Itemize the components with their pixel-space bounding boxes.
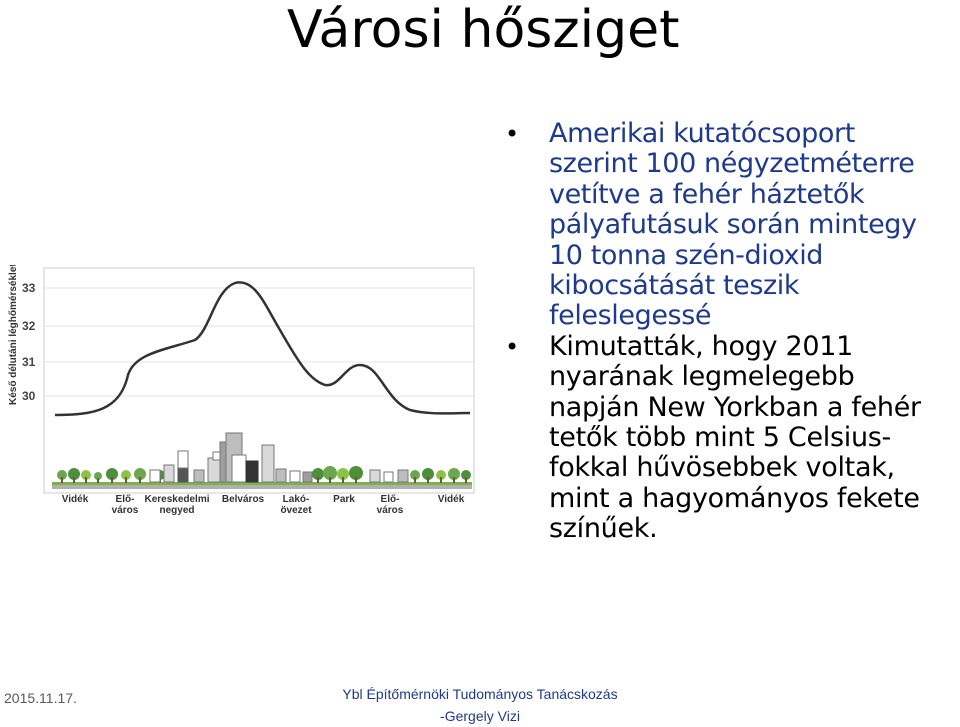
footer-date: 2015.11.17. <box>4 690 77 706</box>
bullet-line: fokkal hűvösebbek voltak, <box>549 452 895 484</box>
bullet-line: vetítve a fehér háztetők <box>549 178 865 210</box>
building <box>164 465 174 482</box>
building <box>178 451 188 468</box>
building <box>303 472 312 482</box>
building <box>150 470 160 482</box>
ground-strip <box>52 485 472 489</box>
plot-frame <box>44 268 474 493</box>
building <box>398 470 408 482</box>
bullet-line: napján New Yorkban a fehér <box>549 391 921 423</box>
bullet-line: szerint 100 négyzetméterre <box>549 148 915 180</box>
footer-line: -Gergely Vizi <box>440 708 520 724</box>
bullet-item-1 <box>505 119 955 332</box>
bullet-line: Amerikai kutatócsoport <box>549 118 855 149</box>
bullet-line: nyarának legmelegebb <box>549 361 855 393</box>
bullet-item-2 <box>505 332 955 545</box>
zone-label: Vidék <box>61 494 89 505</box>
bullet-line: tetők több mint 5 Celsius- <box>549 422 891 454</box>
bullet-line: kibocsátását teszik <box>549 270 800 302</box>
building <box>262 445 274 482</box>
zone-label: Park <box>333 494 355 505</box>
bullet-list <box>505 119 955 545</box>
building <box>276 469 286 482</box>
bullet-line: feleslegessé <box>549 300 712 332</box>
y-tick: 32 <box>22 319 36 333</box>
bullet-line: 10 tonna szén-dioxid <box>549 239 824 271</box>
building <box>384 472 393 482</box>
building <box>246 461 258 482</box>
zone-label: Lakó- <box>282 494 310 505</box>
zone-label: Belváros <box>221 494 265 505</box>
zone-label: város <box>111 505 139 516</box>
heat-island-diagram <box>0 265 480 525</box>
footer-line: Ybl Építőmérnöki Tudományos Tanácskozás <box>342 686 618 702</box>
y-axis-label: Késő délutáni léghőmérséklet (°C) <box>8 265 19 405</box>
bullet-dot-icon: • <box>505 332 519 361</box>
bullet-dot-icon: • <box>505 120 519 148</box>
building <box>370 470 380 482</box>
building <box>220 442 226 482</box>
zone-label: Elő- <box>380 494 400 505</box>
y-tick: 30 <box>22 389 36 403</box>
building <box>290 471 300 482</box>
bullet-line: pályafutásuk során mintegy <box>549 209 917 241</box>
zone-label: város <box>376 505 404 516</box>
zone-label: Vidék <box>437 494 465 505</box>
bullet-line: mint a hagyományos fekete <box>549 482 920 514</box>
building <box>194 470 204 482</box>
building <box>178 468 188 482</box>
building <box>232 455 246 482</box>
zone-label: Elő- <box>115 494 135 505</box>
zone-label: negyed <box>159 505 195 516</box>
bullet-line: színűek. <box>549 513 658 545</box>
zone-label: övezet <box>280 505 312 516</box>
heat-island-figure <box>0 265 480 525</box>
slide-title: Városi hősziget <box>287 0 680 60</box>
y-tick: 31 <box>22 355 36 369</box>
footer-credit <box>300 683 660 727</box>
zone-label: Kereskedelmi <box>144 494 210 505</box>
bullet-line: Kimutatták, hogy 2011 <box>549 330 854 362</box>
building <box>208 458 220 482</box>
y-tick: 33 <box>22 281 36 295</box>
